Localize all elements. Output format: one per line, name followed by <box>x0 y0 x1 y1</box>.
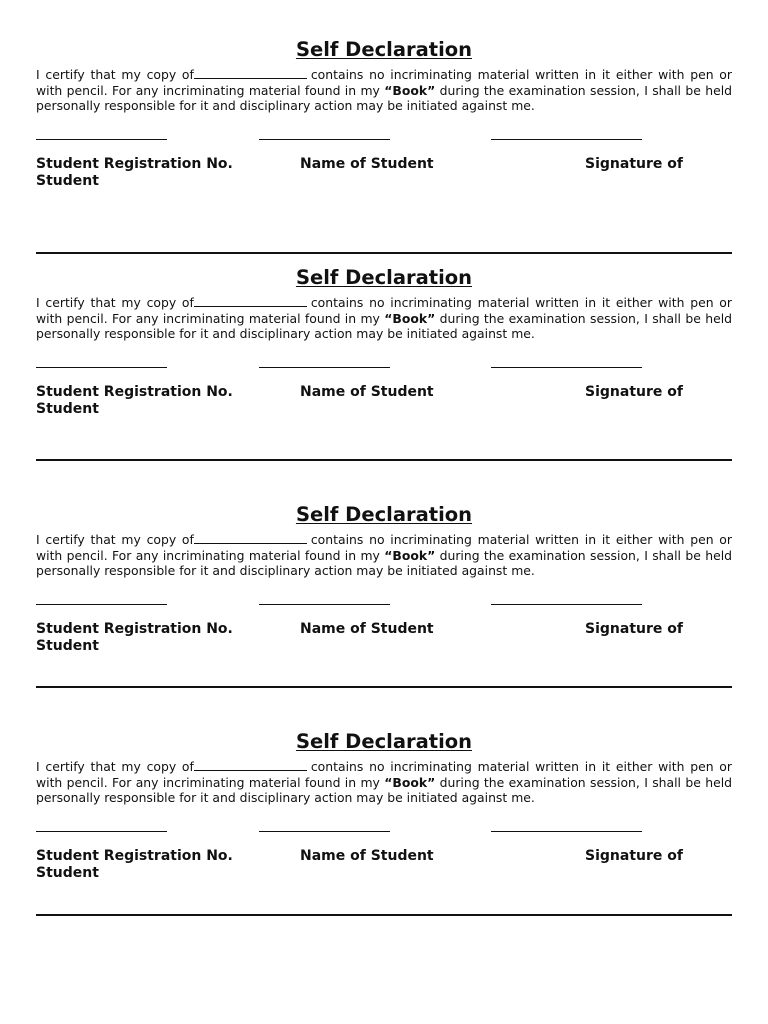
student-name-label: Name of Student <box>300 383 434 400</box>
declaration-block <box>36 503 732 657</box>
registration-no-line[interactable] <box>36 367 167 368</box>
declaration-text-end: during the examination session, I shall be held personally responsible for it and disciplinary action may be initiated against me. <box>36 547 732 578</box>
signature-labels-row <box>36 848 732 884</box>
book-name-blank[interactable] <box>194 295 307 307</box>
signature-label-continued: Student <box>36 172 99 189</box>
book-name-blank[interactable] <box>194 532 307 544</box>
signature-label-continued: Student <box>36 637 99 654</box>
signature-line[interactable] <box>491 139 642 140</box>
student-name-label: Name of Student <box>300 620 434 637</box>
declaration-title: Self Declaration <box>295 38 473 61</box>
declaration-text-start: I certify that my copy of <box>36 67 194 82</box>
declaration-paragraph <box>36 67 732 114</box>
signature-label: Signature of <box>585 620 683 637</box>
signature-label-continued: Student <box>36 864 99 881</box>
registration-no-line[interactable] <box>36 604 167 605</box>
declaration-text-middle: contains no incriminating material written in it either with pen or with pencil. For any incriminating material found in my <box>36 532 732 563</box>
section-divider <box>36 914 732 916</box>
registration-no-line[interactable] <box>36 831 167 832</box>
declaration-text-end: during the examination session, I shall be held personally responsible for it and disciplinary action may be initiated against me. <box>36 82 732 113</box>
signature-line[interactable] <box>491 367 642 368</box>
book-name-blank[interactable] <box>194 759 307 771</box>
section-divider <box>36 252 732 254</box>
signature-label-continued: Student <box>36 400 99 417</box>
signature-labels-row <box>36 621 732 657</box>
declaration-title: Self Declaration <box>295 730 473 753</box>
section-divider <box>36 459 732 461</box>
declaration-text-start: I certify that my copy of <box>36 759 194 774</box>
signature-line[interactable] <box>491 831 642 832</box>
section-divider <box>36 686 732 688</box>
signature-line[interactable] <box>491 604 642 605</box>
declaration-block <box>36 266 732 420</box>
declaration-text-middle: contains no incriminating material written in it either with pen or with pencil. For any incriminating material found in my <box>36 67 732 98</box>
signature-labels-row <box>36 384 732 420</box>
book-label: “Book” <box>384 310 436 326</box>
student-name-line[interactable] <box>259 831 390 832</box>
declaration-text-end: during the examination session, I shall be held personally responsible for it and disciplinary action may be initiated against me. <box>36 310 732 341</box>
book-label: “Book” <box>384 82 436 98</box>
declaration-text-start: I certify that my copy of <box>36 532 194 547</box>
signature-lines-row <box>36 820 732 842</box>
declaration-text-middle: contains no incriminating material written in it either with pen or with pencil. For any incriminating material found in my <box>36 295 732 326</box>
signature-label: Signature of <box>585 847 683 864</box>
declaration-title: Self Declaration <box>295 503 473 526</box>
signature-lines-row <box>36 356 732 378</box>
registration-no-label: Student Registration No. <box>36 620 233 637</box>
declaration-paragraph <box>36 532 732 579</box>
signature-lines-row <box>36 593 732 615</box>
student-name-line[interactable] <box>259 139 390 140</box>
signature-label: Signature of <box>585 155 683 172</box>
student-name-line[interactable] <box>259 604 390 605</box>
signature-labels-row <box>36 156 732 192</box>
student-name-label: Name of Student <box>300 847 434 864</box>
registration-no-label: Student Registration No. <box>36 383 233 400</box>
declaration-text-middle: contains no incriminating material written in it either with pen or with pencil. For any incriminating material found in my <box>36 759 732 790</box>
registration-no-line[interactable] <box>36 139 167 140</box>
declaration-title: Self Declaration <box>295 266 473 289</box>
declaration-text-start: I certify that my copy of <box>36 295 194 310</box>
declaration-paragraph <box>36 295 732 342</box>
declaration-block <box>36 38 732 192</box>
declaration-paragraph <box>36 759 732 806</box>
signature-label: Signature of <box>585 383 683 400</box>
declaration-block <box>36 730 732 884</box>
book-name-blank[interactable] <box>194 67 307 79</box>
student-name-line[interactable] <box>259 367 390 368</box>
registration-no-label: Student Registration No. <box>36 847 233 864</box>
declaration-text-end: during the examination session, I shall be held personally responsible for it and disciplinary action may be initiated against me. <box>36 774 732 805</box>
book-label: “Book” <box>384 547 436 563</box>
book-label: “Book” <box>384 774 436 790</box>
student-name-label: Name of Student <box>300 155 434 172</box>
signature-lines-row <box>36 128 732 150</box>
registration-no-label: Student Registration No. <box>36 155 233 172</box>
